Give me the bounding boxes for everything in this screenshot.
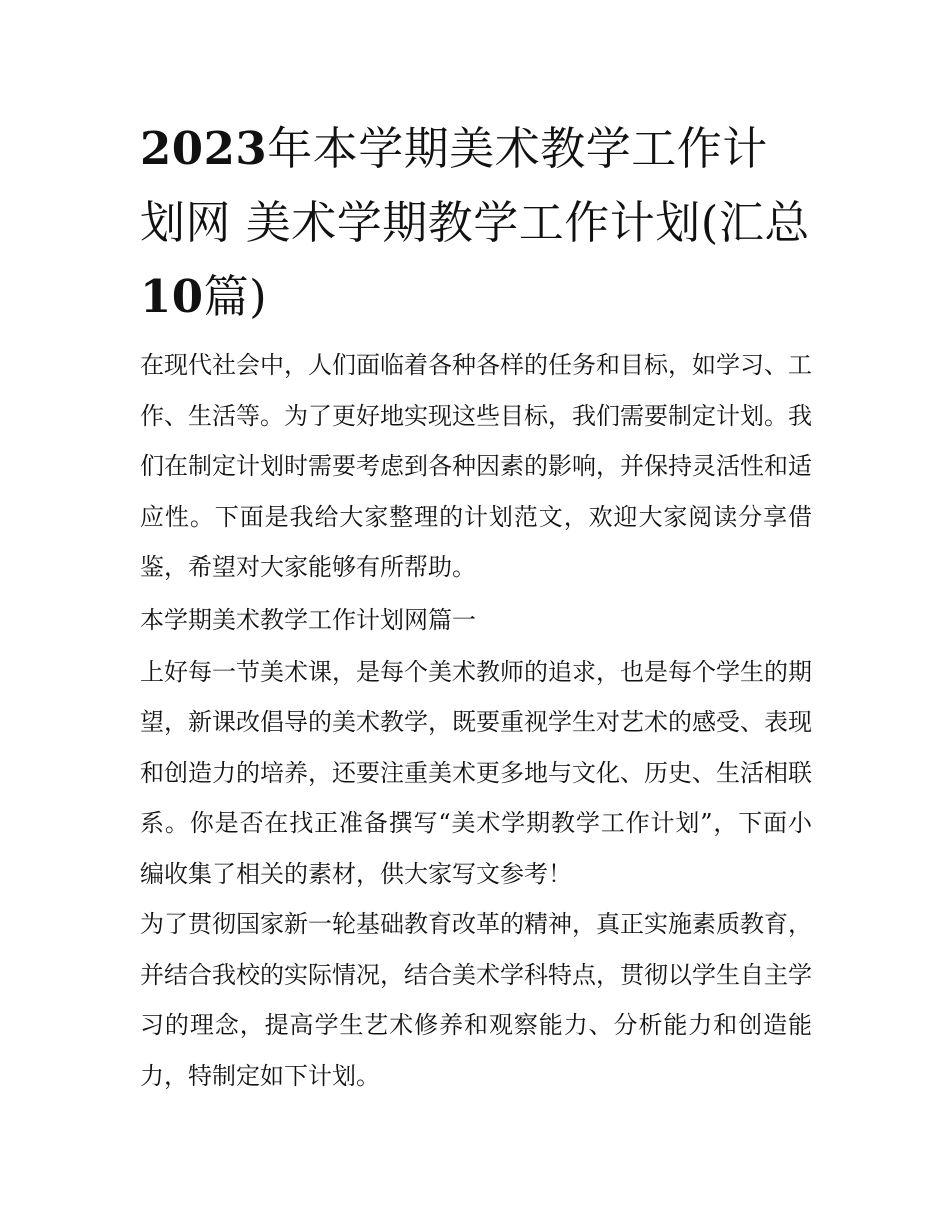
title-text: 年本学期美术教学工作计划网 美术学期教学工作计划(汇总 <box>140 122 810 249</box>
title-count: 10 <box>140 270 204 323</box>
body-paragraph: 上好每一节美术课，是每个美术教师的追求，也是每个学生的期望，新课改倡导的美术教学，既要重视学生对艺术的感受、表现和创造力的培养，还要注重美术更多地与文化、历史、生活相联系。你是否在找正准备撰写“美术学期教学工作计划”，下面小编收集了相关的素材，供大家写文参考！ <box>140 657 812 888</box>
document-title <box>140 112 812 334</box>
title-suffix: 篇) <box>203 270 268 323</box>
title-year: 2023 <box>140 122 268 175</box>
intro-paragraph: 在现代社会中，人们面临着各种各样的任务和目标，如学习、工作、生活等。为了更好地实现这些目标，我们需要制定计划。我们在制定计划时需要考虑到各种因素的影响，并保持灵活性和适应性。下面是我给大家整理的计划范文，欢迎大家阅读分享借鉴，希望对大家能够有所帮助。 <box>140 351 812 581</box>
section-heading: 本学期美术教学工作计划网篇一 <box>140 605 476 634</box>
document-page <box>140 112 812 1101</box>
body-paragraph: 为了贯彻国家新一轮基础教育改革的精神，真正实施素质教育，并结合我校的实际情况，结合美术学科特点，贯彻以学生自主学习的理念，提高学生艺术修养和观察能力、分析能力和创造能力，特制定如下计划。 <box>140 910 812 1090</box>
